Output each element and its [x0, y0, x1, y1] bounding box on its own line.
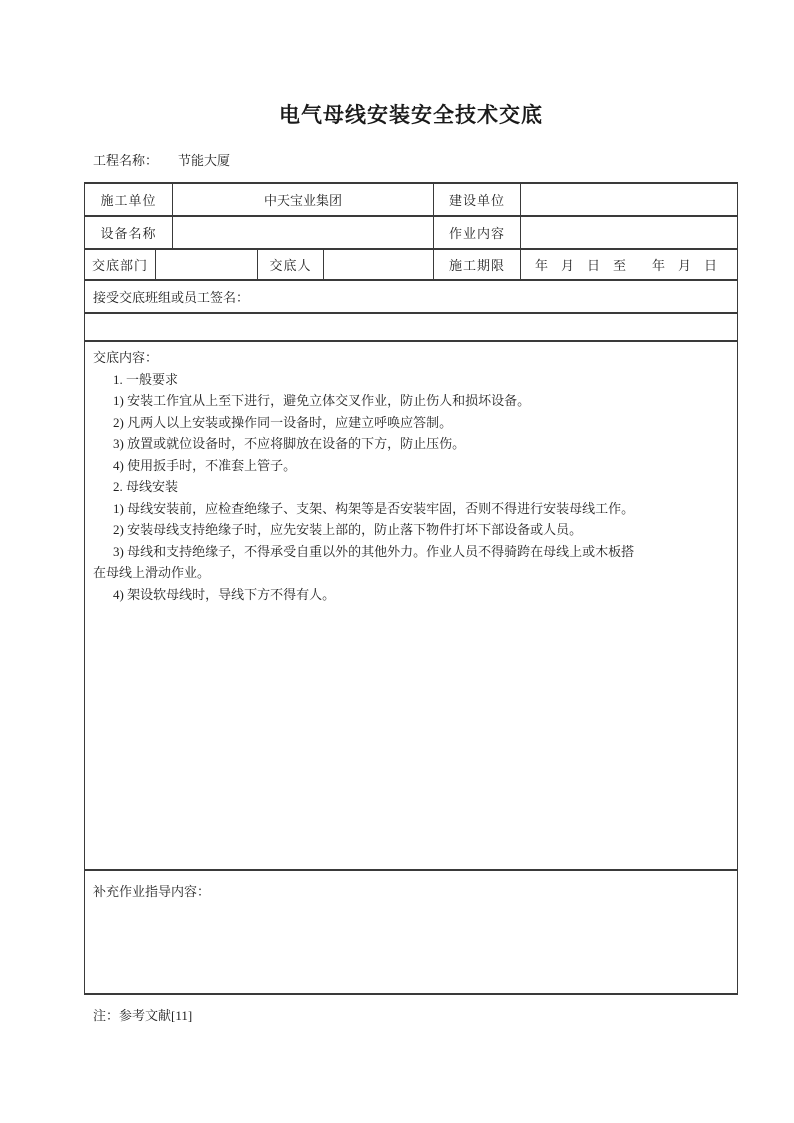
signature-space — [85, 314, 737, 340]
footnote: 注：参考文献[11] — [93, 1008, 193, 1023]
table-row-units — [85, 184, 737, 217]
page-title: 电气母线安装安全技术交底 — [279, 104, 543, 127]
project-name-line — [93, 154, 794, 168]
disclosure-content-box — [85, 342, 737, 869]
disclosure-dept-value — [156, 250, 258, 279]
content-line: 1) 安装工作宜从上至下进行，避免立体交叉作业，防止伤人和损坏设备。 — [113, 393, 531, 408]
owner-unit-label: 建设单位 — [434, 184, 521, 215]
table-row-content — [85, 342, 737, 871]
table-row-signature-space — [85, 314, 737, 342]
supplement-label: 补充作业指导内容： — [93, 884, 211, 899]
discloser-label: 交底人 — [258, 250, 324, 279]
content-line: 3) 母线和支持绝缘子，不得承受自重以外的其他外力。作业人员不得骑跨在母线上或木板搭 — [113, 543, 635, 559]
construction-unit-label: 施工单位 — [85, 184, 173, 215]
content-line: 4) 架设软母线时，导线下方不得有人。 — [113, 586, 336, 602]
table-row-equipment — [85, 217, 737, 250]
content-line: 2. 母线安装 — [113, 479, 179, 494]
disclosure-form-table — [84, 182, 738, 995]
project-name-value: 节能大厦 — [178, 153, 231, 168]
disclosure-dept-label: 交底部门 — [85, 250, 156, 279]
content-line: 1. 一般要求 — [113, 371, 179, 387]
construction-period-label: 施工期限 — [434, 250, 521, 279]
work-content-label: 作业内容 — [434, 217, 521, 248]
disclosure-content-label: 交底内容： — [93, 350, 159, 365]
content-line: 2) 安装母线支持绝缘子时，应先安装上部的，防止落下物件打坏下部设备或人员。 — [113, 522, 583, 537]
content-line: 1) 母线安装前，应检查绝缘子、支架、构架等是否安装牢固，否则不得进行安装母线工作。 — [113, 500, 635, 516]
content-line: 4) 使用扳手时，不准套上管子。 — [113, 457, 297, 473]
table-row-supplement — [85, 871, 737, 993]
signature-label: 接受交底班组或员工签名： — [93, 290, 250, 305]
disclosure-content-lines — [93, 369, 729, 606]
table-row-signature — [85, 281, 737, 314]
content-line: 在母线上滑动作业。 — [93, 565, 211, 580]
construction-period-value: 年 月 日 至 年 月 日 — [535, 258, 718, 273]
supplement-box — [85, 871, 737, 993]
equipment-name-value — [173, 217, 434, 248]
equipment-name-label: 设备名称 — [85, 217, 173, 248]
content-line: 3) 放置或就位设备时，不应将脚放在设备的下方，防止压伤。 — [113, 436, 466, 451]
construction-unit-value: 中天宝业集团 — [173, 184, 434, 215]
table-row-department — [85, 250, 737, 281]
discloser-value — [324, 250, 434, 279]
content-line: 2) 凡两人以上安装或操作同一设备时，应建立呼唤应答制。 — [113, 414, 453, 430]
owner-unit-value — [521, 184, 737, 215]
work-content-value — [521, 217, 737, 248]
project-name-label: 工程名称： — [93, 153, 159, 168]
